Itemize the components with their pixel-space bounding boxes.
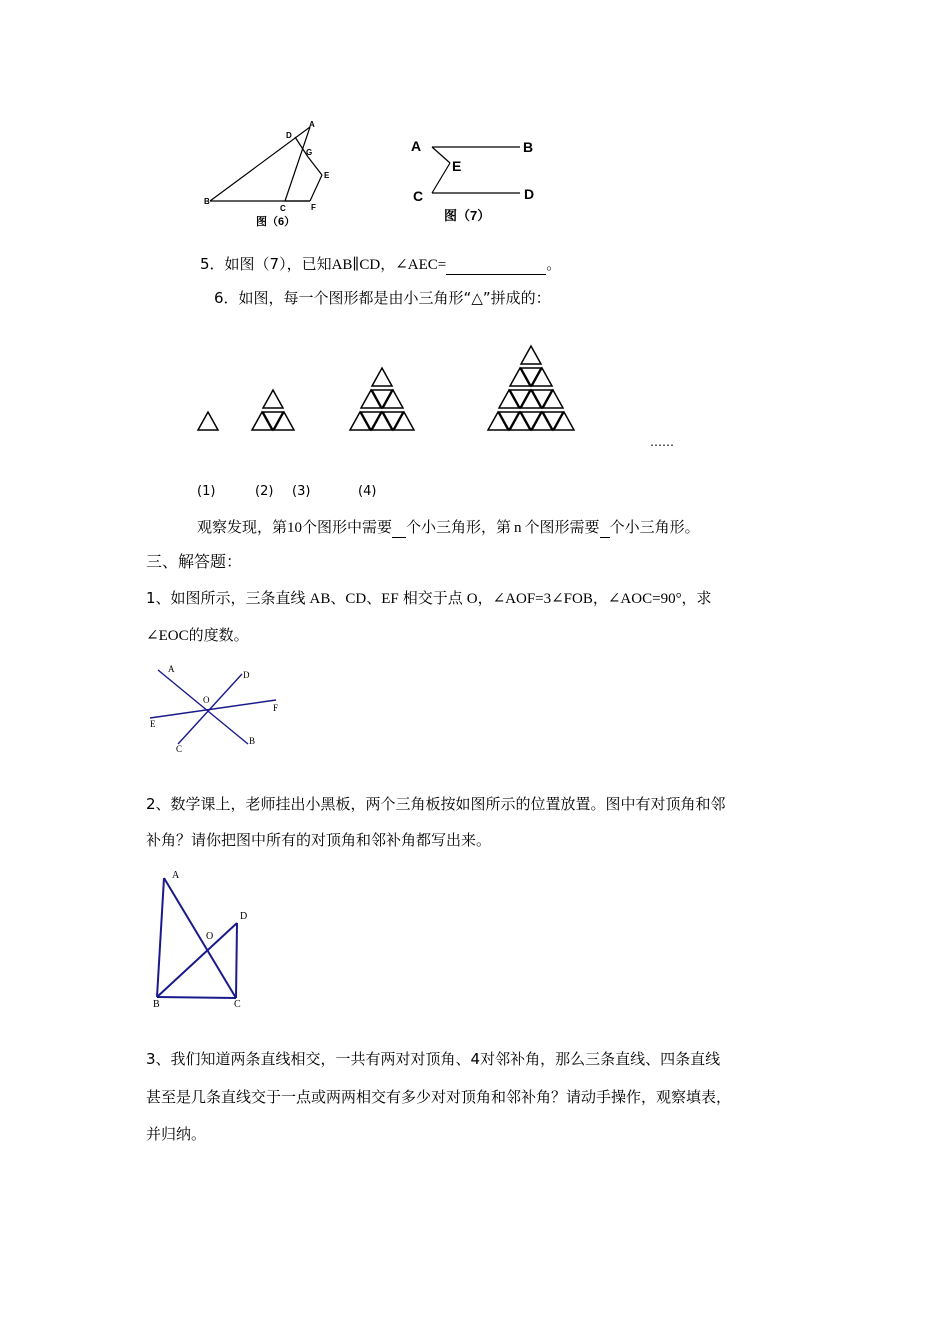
fig7-caption: 图（7） <box>444 208 491 223</box>
fig2-down-triangle <box>263 412 283 430</box>
problem-1-line-1 <box>146 588 712 609</box>
problem-2-line-2: 补角？请你把图中所有的对顶角和邻补角都写出来。 <box>146 831 492 849</box>
problem-3-line-3: 并归纳。 <box>146 1125 207 1143</box>
problem-3-line-2: 甚至是几条直线交于一点或两两相交有多少对对顶角和邻补角？请动手操作，观察填表， <box>146 1088 732 1106</box>
q6-observe-d: 个图形需要 <box>524 518 600 536</box>
problem-1-line-2 <box>146 625 249 646</box>
fig3-up-triangle <box>350 412 370 430</box>
fig3-up-triangle <box>394 412 414 430</box>
p1-line-AB <box>158 670 248 744</box>
p1-label-D: D <box>243 670 250 680</box>
fig6-label-G: G <box>306 148 313 157</box>
fig6-label-F: F <box>311 203 316 212</box>
q6-num: 10 <box>287 520 303 536</box>
fig2-up-triangle <box>252 412 272 430</box>
fig4-up-triangle <box>499 390 519 408</box>
p2-line-BC <box>157 997 236 998</box>
fig3-up-triangle <box>372 412 392 430</box>
problem-2-line-1: 2、数学课上，老师挂出小黑板，两个三角板按如图所示的位置放置。图中有对顶角和邻 <box>146 795 726 813</box>
fig4-up-triangle <box>543 390 563 408</box>
fig7-label-E: E <box>452 158 462 174</box>
p2-line-AB <box>157 878 164 997</box>
q6-fig-label-2: (2) <box>255 484 274 499</box>
fig6-caption: 图（6） <box>256 216 296 228</box>
p1-text-c: 相交于点 <box>402 589 463 607</box>
p1-label-A: A <box>168 664 175 674</box>
p1-text-e: ∠EOC <box>146 628 189 644</box>
p1-text-a: 1、如图所示，三条直线 <box>146 589 306 607</box>
section-3-title: 三、解答题： <box>146 552 243 571</box>
fig2-up-triangle <box>263 390 283 408</box>
fig3-up-triangle <box>383 390 403 408</box>
p1-text-d: O，∠AOF=3∠FOB，∠AOC=90°，求 <box>466 591 712 607</box>
fig7-label-C: C <box>413 188 424 204</box>
fig3-up-triangle <box>361 390 381 408</box>
q6-fig-label-4: (4) <box>358 484 377 499</box>
fig6-label-B: B <box>204 197 210 206</box>
fig6-label-E: E <box>324 171 330 180</box>
fig2-up-triangle <box>274 412 294 430</box>
problem-1-figure <box>140 660 290 755</box>
fig3-down-triangle <box>383 412 403 430</box>
p2-label-B: B <box>153 999 160 1010</box>
fig3-down-triangle <box>361 412 381 430</box>
fig3-down-triangle <box>372 390 392 408</box>
q6-fig-label-1: (1) <box>197 484 216 499</box>
question-6-text: 6．如图，每一个图形都是由小三角形“△”拼成的： <box>214 289 551 307</box>
q6-ellipsis: …… <box>650 435 674 449</box>
p2-line-DC <box>236 923 237 998</box>
fig6-label-D: D <box>286 131 292 140</box>
fig4-up-triangle <box>521 346 541 364</box>
p1-label-C: C <box>176 744 183 754</box>
p1-text-b: AB、CD、EF <box>309 591 399 607</box>
fig4-up-triangle <box>510 412 530 430</box>
problem-2-figure <box>150 870 260 1010</box>
p2-label-C: C <box>234 999 241 1010</box>
p1-label-B: B <box>249 736 256 746</box>
p2-label-O: O <box>206 931 214 942</box>
fig4-down-triangle <box>510 390 530 408</box>
fig4-down-triangle <box>532 390 552 408</box>
q6-observation <box>197 517 700 538</box>
fig4-up-triangle <box>532 412 552 430</box>
fig4-down-triangle <box>521 368 541 386</box>
p1-label-O: O <box>203 695 210 705</box>
q5-suffix: 。 <box>546 255 562 273</box>
fig4-down-triangle <box>521 412 541 430</box>
fig6-label-A: A <box>309 120 315 129</box>
fig3-up-triangle <box>372 368 392 386</box>
fig4-up-triangle <box>521 390 541 408</box>
q6-observe-e: 个小三角形。 <box>609 518 700 536</box>
p1-label-F: F <box>273 703 279 713</box>
q5-prefix: 5．如图（7），已知 <box>200 255 332 273</box>
fig4-up-triangle <box>510 368 530 386</box>
fig4-up-triangle <box>488 412 508 430</box>
q5-given: AB∥CD，∠AEC= <box>331 257 447 273</box>
p1-text-f: 的度数。 <box>188 626 249 644</box>
q6-observe-a: 观察发现，第 <box>197 518 288 536</box>
fig7-label-A: A <box>411 138 422 154</box>
fig4-down-triangle <box>499 412 519 430</box>
fig1-up-triangle <box>198 412 218 430</box>
q6-n: n <box>514 520 522 536</box>
p2-label-A: A <box>172 870 180 881</box>
q6-fig-label-3: (3) <box>292 484 311 499</box>
fig7-label-B: B <box>523 139 534 155</box>
q6-blank-1[interactable] <box>392 521 406 538</box>
p1-label-E: E <box>150 719 156 729</box>
q6-observe-c: 个小三角形，第 <box>406 518 512 536</box>
p2-label-D: D <box>240 911 248 922</box>
fig4-down-triangle <box>543 412 563 430</box>
problem-3-line-1: 3、我们知道两条直线相交，一共有两对对顶角、4对邻补角，那么三条直线、四条直线 <box>146 1050 721 1068</box>
fig6-label-C: C <box>280 204 286 213</box>
q6-blank-2[interactable] <box>600 521 610 538</box>
fig4-up-triangle <box>532 368 552 386</box>
q6-observe-b: 个图形中需要 <box>302 518 393 536</box>
fig7-label-D: D <box>524 186 535 202</box>
fig4-up-triangle <box>554 412 574 430</box>
